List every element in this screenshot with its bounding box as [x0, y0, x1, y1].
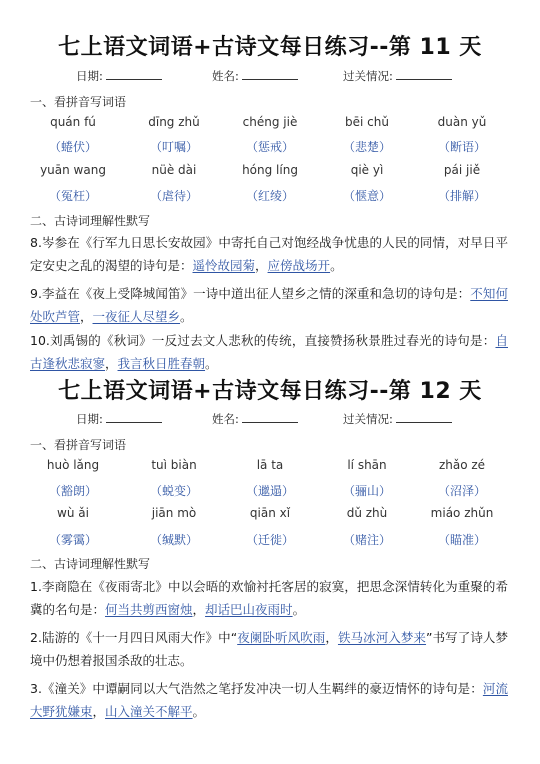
date-field[interactable]: 日期: — [76, 68, 162, 84]
answer: （悲楚） — [342, 140, 391, 154]
status-field[interactable]: 过关情况: — [343, 411, 452, 427]
answer-text: 我言秋日胜春朝 — [117, 355, 206, 371]
answer-text: 遥怜故园菊 — [192, 257, 256, 273]
answer: （雾霭） — [48, 533, 97, 547]
pinyin: tuì biàn — [151, 458, 197, 472]
answer: （虐待） — [149, 189, 198, 203]
pinyin: miáo zhǔn — [430, 506, 494, 520]
pinyin: bēi chǔ — [345, 115, 389, 129]
answer-text: 一夜征人尽望乡 — [92, 308, 181, 324]
pinyin: quán fú — [50, 115, 96, 129]
answer: （蜕变） — [149, 484, 198, 498]
pinyin: wù ǎi — [57, 506, 89, 520]
answer-text: 不知何处吹芦管 — [30, 286, 508, 324]
answer-text: 何当共剪西窗烛 — [105, 601, 193, 617]
section-heading-pinyin: 一、看拼音写词语 — [30, 95, 127, 109]
answer: （沼泽） — [437, 484, 486, 498]
status-field[interactable]: 过关情况: — [343, 68, 452, 84]
section-heading-pinyin: 一、看拼音写词语 — [30, 438, 127, 452]
pinyin: chéng jiè — [242, 115, 298, 129]
answer-text: 山入潼关不解平 — [105, 703, 193, 719]
answer: （骊山） — [342, 484, 391, 498]
pinyin: lā ta — [256, 458, 284, 472]
page-title-day-11: 七上语文词语+古诗文每日练习--第 11 天 — [58, 35, 482, 60]
name-field[interactable]: 姓名: — [212, 411, 298, 427]
pinyin: yuān wang — [40, 163, 106, 177]
answer: （叮嘱） — [149, 140, 198, 154]
section-heading-poetry: 二、古诗词理解性默写 — [30, 557, 151, 571]
question-2: 2.陆游的《十一月四日风雨大作》中“夜阑卧听风吹雨，铁马冰河入梦来”书写了诗人梦境中仍想着报国杀敌的壮志。 — [30, 630, 508, 668]
answer: （瞄准） — [437, 533, 486, 547]
answer-text: 夜阑卧听风吹雨 — [237, 630, 326, 645]
answer: （迁徙） — [245, 533, 294, 547]
pinyin: duàn yǔ — [437, 115, 487, 129]
answer-text: 应傍战场开 — [267, 257, 331, 273]
section-heading-poetry: 二、古诗词理解性默写 — [30, 214, 151, 228]
question-9: 9.李益在《夜上受降城闻笛》一诗中道出征人望乡之情的深重和急切的诗句是：不知何处吹芦管，一夜征人尽望乡。 — [30, 286, 508, 324]
name-field[interactable]: 姓名: — [212, 68, 298, 84]
answer-text: 铁马冰河入梦来 — [337, 630, 427, 645]
pinyin: dīng zhǔ — [148, 115, 200, 129]
date-field[interactable]: 日期: — [76, 411, 162, 427]
answer: （惬意） — [342, 189, 391, 203]
pinyin: dǔ zhù — [346, 506, 388, 520]
pinyin: huò lǎng — [46, 458, 100, 472]
question-8: 8.岑参在《行军九日思长安故园》中寄托自己对饱经战争忧患的人民的同情，对早日平定安史之乱的渴望的诗句是：遥怜故园菊，应傍战场开。 — [30, 235, 508, 273]
answer: （冤枉） — [48, 189, 97, 203]
answer: （邋遢） — [245, 484, 294, 498]
pinyin: zhǎo zé — [438, 458, 486, 472]
pinyin: hóng líng — [242, 163, 298, 177]
answer: （蜷伏） — [48, 140, 97, 154]
answer: （红绫） — [245, 189, 294, 203]
pinyin: qiè yì — [350, 163, 384, 177]
pinyin: qiān xǐ — [249, 506, 291, 520]
answer-text: 河流大野犹嫌束 — [30, 681, 508, 719]
answer-text: 自古逢秋悲寂寥 — [30, 333, 508, 371]
pinyin: nüè dài — [151, 163, 197, 177]
pinyin: jiān mò — [151, 506, 197, 520]
answer: （断语） — [437, 140, 486, 154]
answer: （排解） — [437, 189, 486, 203]
answer: （惩戒） — [245, 140, 294, 154]
question-1: 1.李商隐在《夜雨寄北》中以会晤的欢愉衬托客居的寂寞，把思念深情转化为重聚的希冀的名句是：何当共剪西窗烛，却话巴山夜雨时。 — [30, 579, 508, 617]
answer: （赌注） — [342, 533, 391, 547]
question-10: 10.刘禹锡的《秋词》一反过去文人悲秋的传统，直接赞扬秋景胜过春光的诗句是：自古逢秋悲寂寥，我言秋日胜春朝。 — [30, 333, 508, 371]
pinyin: pái jiě — [443, 163, 481, 177]
page-title-day-12: 七上语文词语+古诗文每日练习--第 12 天 — [58, 379, 482, 404]
answer: （豁朗） — [48, 484, 97, 498]
answer-text: 却话巴山夜雨时 — [205, 601, 293, 617]
answer: （缄默） — [149, 533, 198, 547]
question-3: 3.《潼关》中谭嗣同以大气浩然之笔抒发冲决一切人生羁绊的豪迈情怀的诗句是：河流大野犹嫌束，山入潼关不解平。 — [30, 681, 508, 719]
pinyin: lí shān — [347, 458, 387, 472]
